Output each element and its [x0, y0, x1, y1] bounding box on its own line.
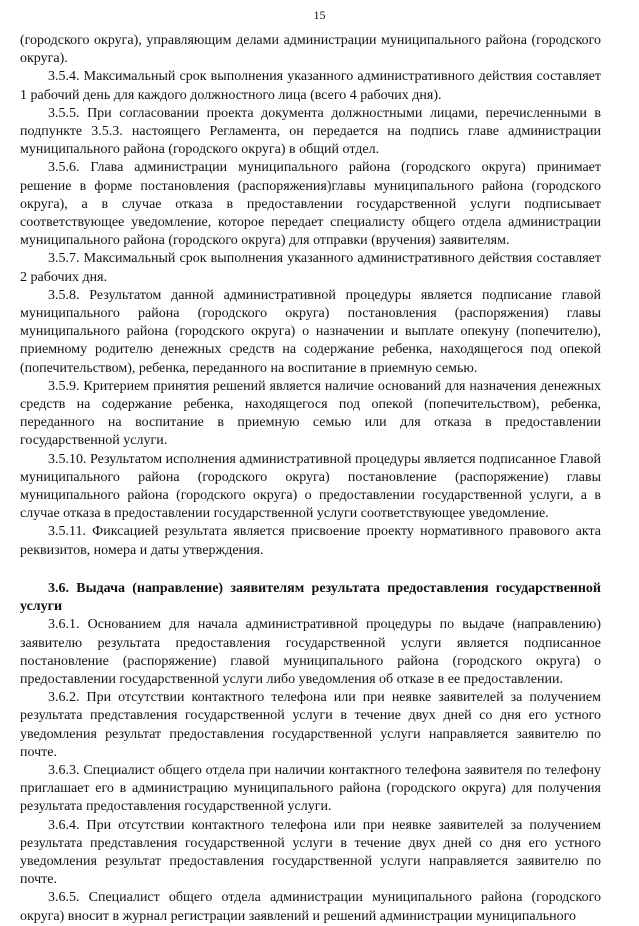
paragraph-3-6-2: 3.6.2. При отсутствии контактного телефона или при неявке заявителей за получением результата представления государственной услуги в течение двух дней со дня его устного уведомления результат предоставления государственной услуги направляется заявителю по почте. — [20, 690, 601, 760]
document-body — [20, 32, 601, 926]
paragraph-3-6-5: 3.6.5. Специалист общего отдела администрации муниципального района (городского округа) вносит в журнал регистрации заявлений и решений администрации муниципального — [20, 890, 601, 924]
section-heading-3-6: 3.6. Выдача (направление) заявителям результата предоставления государственной услуги — [20, 580, 601, 615]
paragraph-continuation: (городского округа), управляющим делами администрации муниципального района (городского округа). — [20, 33, 601, 67]
page-number: 15 — [313, 8, 326, 22]
paragraph-3-6-3: 3.6.3. Специалист общего отдела при наличии контактного телефона заявителя по телефону приглашает его в администрацию муниципального района (городского округа) для получения результата предоставления государственной услуги. — [20, 762, 601, 815]
paragraph-3-6-4: 3.6.4. При отсутствии контактного телефона или при неявке заявителей за получением результата представления государственной услуги в течение двух дней со дня его устного уведомления результат предоставления государственной услуги направляется заявителю по почте. — [20, 817, 601, 888]
paragraph-3-5-6: 3.5.6. Глава администрации муниципального района (городского округа) принимает решение в форме постановления (распоряжения)главы муниципального района (городского округа), а в случае отказа в предоставлении государственной услуги подписывает соответствующее уведомление, которое передает специалисту общего отдела администрации муниципального района (городского округа) для отправки (вручения) заявителям. — [20, 160, 601, 249]
paragraph-3-5-4: 3.5.4. Максимальный срок выполнения указанного административного действия составляет 1 рабочий день для каждого должностного лица (всего 4 рабочих дня). — [20, 69, 601, 103]
paragraph-3-5-8: 3.5.8. Результатом данной административной процедуры является подписание главой муниципального района (городского округа) постановления (распоряжения) главы муниципального района (городского округа) о назначении и выплате опекуну (попечителю), приемному родителю денежных средств на содержание ребенка, находящегося под опекой (попечительством), ребенка, переданного на воспитание в приемную семью. — [20, 287, 601, 376]
paragraph-3-5-9: 3.5.9. Критерием принятия решений является наличие оснований для назначения денежных средств на содержание ребенка, находящегося под опекой (попечительством), ребенка, переданного на воспитание в приемную семью или для отказа в предоставлении государственной услуги. — [20, 378, 601, 449]
paragraph-3-5-10: 3.5.10. Результатом исполнения административной процедуры является подписанное Главой муниципального района (городского округа) постановление (распоряжение) главы муниципального района (городского округа) о предоставлении государственной услуги, а в случае отказа в предоставлении государственной услуги соответствующее уведомление. — [20, 451, 601, 522]
paragraph-3-6-1: 3.6.1. Основанием для начала административной процедуры по выдаче (направлению) заявителю результата предоставления государственной услуги является подписанное постановление (распоряжение) главой муниципального района (городского округа) о предоставлении государственной услуги либо уведомления об отказе в ее предоставлении. — [20, 617, 601, 687]
paragraph-3-5-7: 3.5.7. Максимальный срок выполнения указанного административного действия составляет 2 рабочих дня. — [20, 251, 601, 285]
paragraph-3-5-5: 3.5.5. При согласовании проекта документа должностными лицами, перечисленными в подпункте 3.5.3. настоящего Регламента, он передается на подпись главе администрации муниципального района (городского округа) в общий отдел. — [20, 105, 601, 158]
paragraph-3-5-11: 3.5.11. Фиксацией результата является присвоение проекту нормативного правового акта реквизитов, номера и даты утверждения. — [20, 524, 601, 558]
